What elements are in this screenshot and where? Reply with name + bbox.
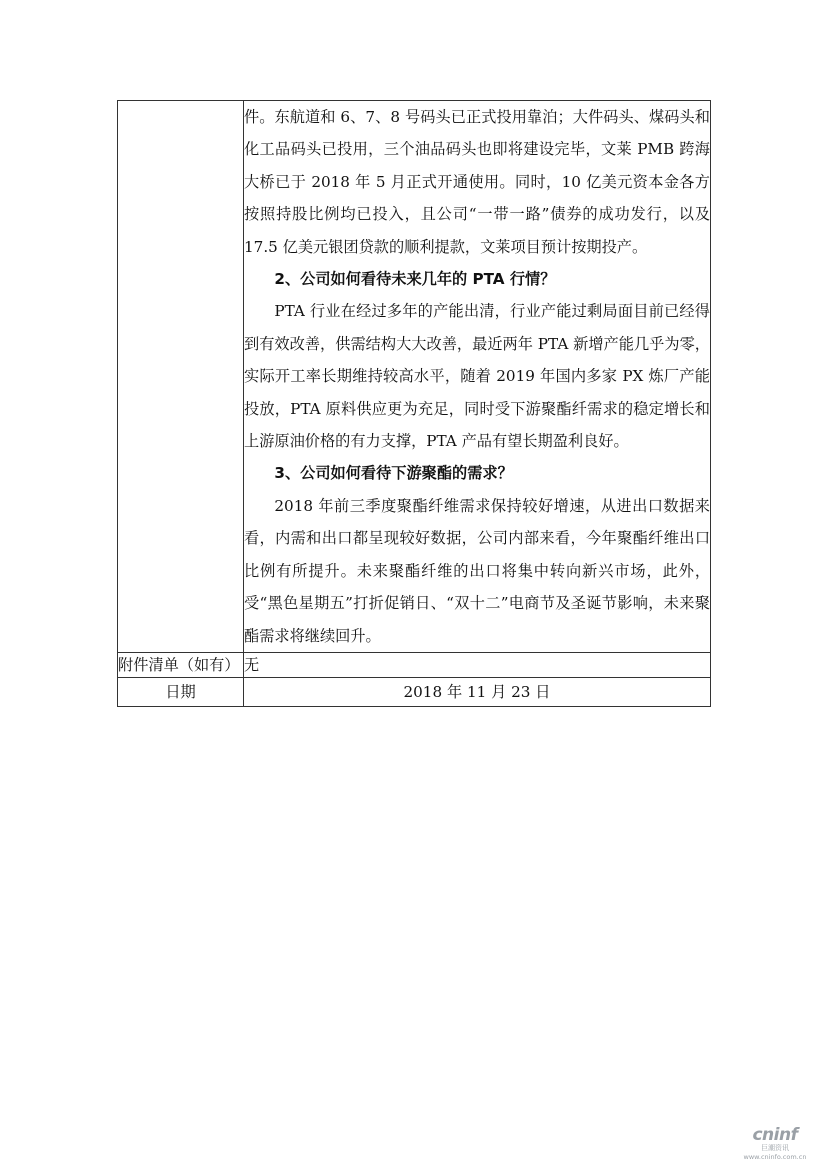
- date-value: 2018 年 11 月 23 日: [244, 677, 711, 706]
- attachments-row: [118, 652, 711, 677]
- attachments-label: 附件清单（如有）: [118, 652, 244, 677]
- logo-subtitle: 巨潮资讯: [761, 1144, 789, 1152]
- question-2-heading: 2、公司如何看待未来几年的 PTA 行情？: [274, 270, 556, 289]
- content-label-cell: [118, 101, 244, 653]
- record-table: [117, 100, 711, 707]
- date-label: 日期: [118, 677, 244, 706]
- logo-url: www.cninfo.com.cn: [743, 1153, 807, 1161]
- answer-2-paragraph: PTA 行业在经过多年的产能出清，行业产能过剩局面目前已经得到有效改善，供需结构大大改善，最近两年 PTA 新增产能几乎为零，实际开工率长期维持较高水平，随着 2019 年国内多家 PX 炼厂产能投放，PTA 原料供应更为充足，同时受下游聚酯纤需求的稳定增长和上游原油价格的有力支撑，PTA 产品有望长期盈利良好。: [244, 302, 710, 451]
- content-cell: [244, 101, 711, 653]
- attachments-value: 无: [244, 652, 711, 677]
- cninfo-logo: [737, 1126, 813, 1161]
- date-row: [118, 677, 711, 706]
- logo-brand: cninf: [752, 1125, 798, 1145]
- answer-3-paragraph: 2018 年前三季度聚酯纤维需求保持较好增速，从进出口数据来看，内需和出口都呈现较好数据，公司内部来看，今年聚酯纤维出口比例有所提升。未来聚酯纤维的出口将集中转向新兴市场，此外，受“黑色星期五”打折促销日、“双十二”电商节及圣诞节影响，未来聚酯需求将继续回升。: [244, 496, 710, 645]
- content-row: [118, 101, 711, 653]
- question-3-heading: 3、公司如何看待下游聚酯的需求？: [274, 464, 513, 483]
- paragraph-brunei-project: 件。东航道和 6、7、8 号码头已正式投用靠泊；大件码头、煤码头和化工品码头已投用，三个油品码头也即将建设完毕，文莱 PMB 跨海大桥已于 2018 年 5 月正式开通使用。同时，10 亿美元资本金各方按照持股比例均已投入，且公司“一带一路”债券的成功发行，以及 17.5 亿美元银团贷款的顺利提款，文莱项目预计按期投产。: [244, 108, 710, 256]
